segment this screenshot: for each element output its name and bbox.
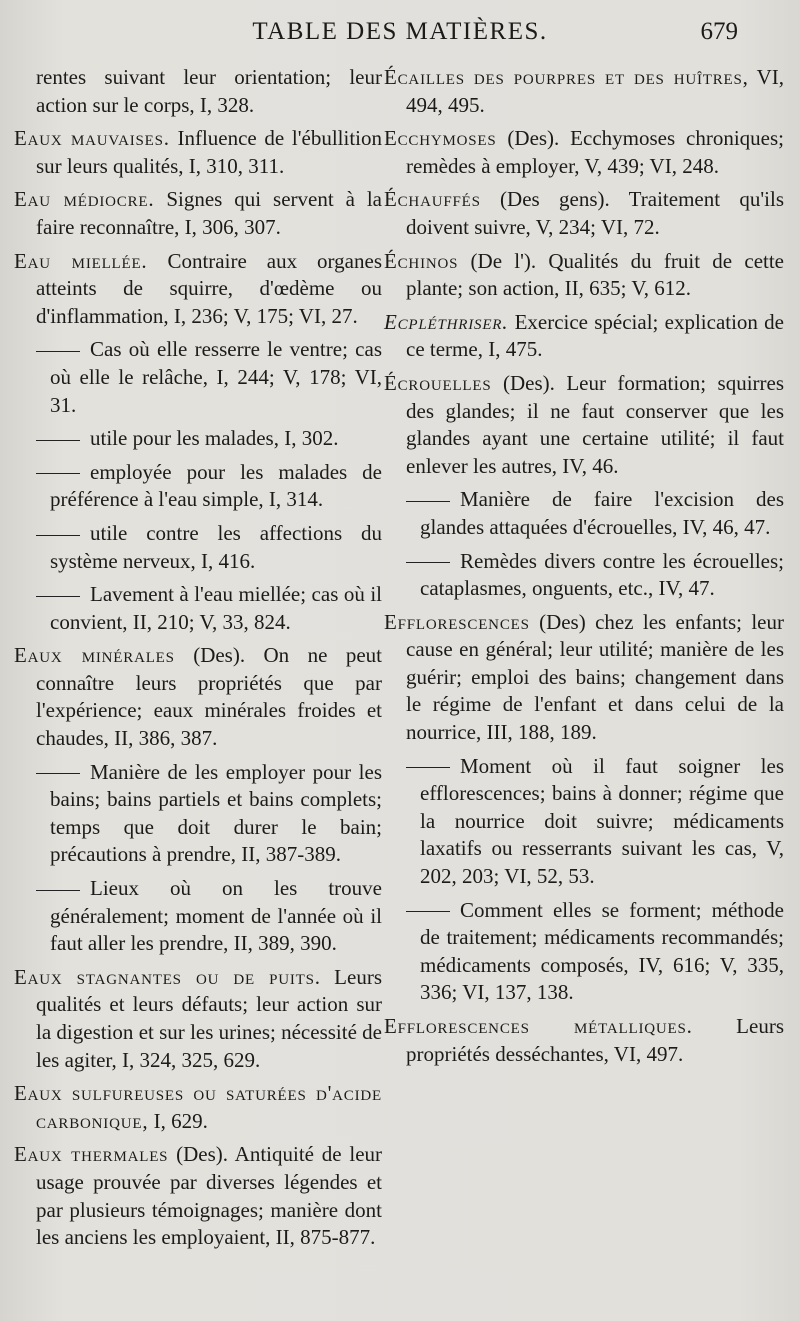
index-entry (14, 1141, 382, 1251)
entry-text: Signes qui servent à la faire reconnaître, I, 306, 307. (36, 187, 383, 239)
entry-text: Cas où elle resserre le ventre; cas où elle le relâche, I, 244; V, 178; VI, 31. (50, 337, 382, 417)
index-entry (384, 1013, 784, 1068)
entry-text: (Des). Leur formation; squirres des glandes; il ne faut conserver que les glandes ayant une certaine utilité; il faut enlever les autres, IV, 46. (406, 370, 785, 478)
entry-text: Lavement à l'eau miellée; cas où il convient, II, 210; V, 33, 824. (50, 582, 382, 634)
index-entry (14, 125, 382, 180)
index-subentry (384, 897, 784, 1007)
repeat-dash (406, 911, 450, 912)
repeat-dash (406, 501, 450, 502)
index-entry (14, 964, 382, 1074)
index-entry (14, 64, 382, 119)
index-entry (384, 609, 784, 747)
entry-heading: Écailles des pourpres et des huîtres, (384, 65, 749, 89)
index-entry (384, 309, 784, 364)
running-head: TABLE DES MATIÈRES. (252, 18, 548, 45)
entry-text: VI, 494, 495. (406, 65, 784, 117)
entry-text: (Des) chez les enfants; leur cause en général; leur utilité; manière de les guérir; emploi des bains; changement dans le régime de l'enfant et dans celui de la nourrice, III, 188, 189. (406, 609, 785, 745)
page-number: 679 (700, 18, 738, 45)
entry-heading: Eau miellée. (14, 248, 148, 273)
page-header (0, 18, 800, 54)
entry-heading: Eaux sulfureuses ou saturées d'acide carbonique, (14, 1081, 382, 1133)
entry-heading: Ecpléthriser. (384, 309, 509, 334)
entry-text: Exercice spécial; explication de ce terme, I, 475. (406, 309, 784, 362)
entry-heading: Eaux mauvaises. (14, 126, 170, 151)
repeat-dash (406, 767, 450, 768)
index-subentry (384, 753, 784, 891)
index-entry (384, 125, 784, 180)
index-entry (14, 248, 382, 331)
entry-text: (Des gens). Traitement qu'ils doivent suivre, V, 234; VI, 72. (406, 187, 784, 239)
index-entry (384, 370, 784, 480)
entry-text: Moment où il faut soigner les efflorescences; bains à donner; régime que la nourrice doit suivre; médicaments laxatifs ou resserrants suivant les cas, V, 202, 203; VI, 52, 53. (420, 753, 784, 889)
entry-text: employée pour les malades de préférence à l'eau simple, I, 314. (50, 459, 382, 512)
index-entry (384, 186, 784, 241)
entry-text: Influence de l'ébullition sur leurs qualités, I, 310, 311. (36, 126, 382, 178)
index-subentry (14, 336, 382, 419)
index-entry (384, 248, 784, 303)
repeat-dash (36, 773, 80, 774)
entry-heading: Eaux thermales (14, 1142, 169, 1167)
repeat-dash (36, 473, 80, 474)
index-subentry (14, 459, 382, 514)
entry-text: utile pour les malades, I, 302. (90, 426, 339, 451)
entry-text: Leurs qualités et leurs défauts; leur action sur la digestion et sur les urines; nécessité de les agiter, I, 324, 325, 629. (36, 964, 382, 1072)
entry-heading: Efflorescences (384, 609, 530, 634)
entry-text: (De l'). Qualités du fruit de cette plante; son action, II, 635; V, 612. (406, 248, 785, 301)
index-subentry (384, 486, 784, 541)
entry-heading: Eaux stagnantes ou de puits. (14, 964, 321, 989)
entry-text: Comment elles se forment; méthode de traitement; médicaments recommandés; médicaments composés, IV, 616; V, 335, 336; VI, 137, 138. (420, 897, 784, 1005)
entry-heading: Ecchymoses (384, 126, 497, 151)
index-subentry (14, 425, 382, 453)
index-subentry (14, 875, 382, 958)
entry-text: (Des). On ne peut connaître leurs propriétés que par l'expérience; eaux minérales froides et chaudes, II, 386, 387. (36, 643, 382, 751)
entry-text: (Des). Ecchymoses chroniques; remèdes à employer, V, 439; VI, 248. (406, 126, 784, 178)
left-column (14, 64, 382, 1258)
repeat-dash (36, 351, 80, 352)
index-entry (384, 64, 784, 119)
entry-text: Manière de faire l'excision des glandes attaquées d'écrouelles, IV, 46, 47. (420, 487, 784, 539)
entry-text: Leurs propriétés desséchantes, VI, 497. (406, 1014, 784, 1066)
entry-heading: Efflorescences métalliques. (384, 1014, 693, 1038)
index-subentry (14, 581, 382, 636)
repeat-dash (36, 890, 80, 891)
entry-text: rentes suivant leur orientation; leur action sur le corps, I, 328. (36, 65, 382, 117)
entry-text: utile contre les affections du système nerveux, I, 416. (50, 520, 382, 573)
entry-heading: Écrouelles (384, 370, 492, 395)
entry-heading: Eaux minérales (14, 643, 175, 668)
entry-text: Manière de les employer pour les bains; bains partiels et bains complets; temps que doit durer le bain; précautions à prendre, II, 387-389. (50, 759, 382, 867)
entry-heading: Eau médiocre. (14, 187, 155, 212)
entry-text: (Des). Antiquité de leur usage prouvée par diverses légendes et par plusieurs témoignages; manière dont les anciens les employaient, II, 875-877. (36, 1142, 383, 1250)
repeat-dash (36, 596, 80, 597)
index-subentry (14, 759, 382, 869)
index-entry (14, 642, 382, 752)
entry-heading: Échinos (384, 248, 459, 273)
index-entry (14, 186, 382, 241)
entry-text: Remèdes divers contre les écrouelles; cataplasmes, onguents, etc., IV, 47. (420, 548, 784, 601)
index-subentry (384, 548, 784, 603)
repeat-dash (36, 535, 80, 536)
right-column (384, 64, 784, 1074)
entry-text: Contraire aux organes atteints de squirre, d'œdème ou d'inflammation, I, 236; V, 175; VI, 27. (36, 248, 382, 328)
entry-text: I, 629. (153, 1108, 208, 1133)
index-entry (14, 1080, 382, 1135)
repeat-dash (36, 440, 80, 441)
entry-heading: Échauffés (384, 187, 481, 212)
entry-text: Lieux où on les trouve généralement; moment de l'année où il faut aller les prendre, II, 389, 390. (50, 876, 382, 956)
repeat-dash (406, 562, 450, 563)
index-subentry (14, 520, 382, 575)
